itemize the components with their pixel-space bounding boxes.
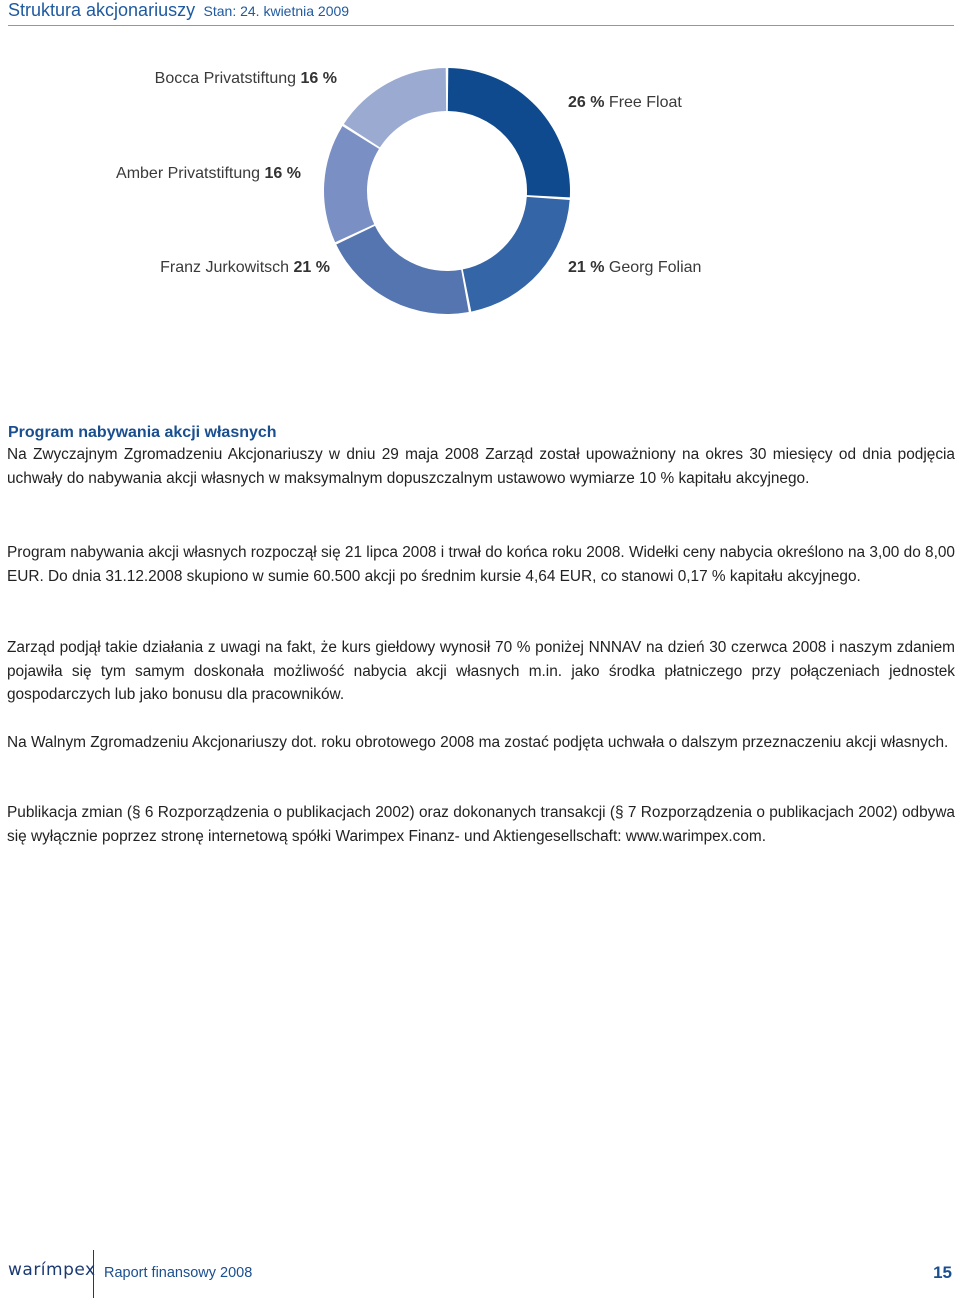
footer-divider [93,1250,94,1298]
label-amber-name: Amber Privatstiftung [116,165,261,182]
label-georg [568,259,701,277]
label-free-float-name: Free Float [608,94,682,111]
page-number: 15 [933,1263,952,1282]
header-divider [8,25,954,26]
label-bocca-value: 16 % [300,70,337,87]
donut-slice-free-float [448,68,570,197]
label-georg-value: 21 % [568,259,605,276]
paragraph-2: Program nabywania akcji własnych rozpoczął się 21 lipca 2008 i trwał do końca roku 2008. Widełki ceny nabycia określono na 3,00 do 8,00 EUR. Do dnia 31.12.2008 skupiono w sumie 60.500 akcji po średnim kursie 4,64 EUR, co stanowi 0,17 % kapitału akcyjnego. [7,544,955,585]
label-amber-value: 16 % [264,165,301,182]
warimpex-logo: warímpex [8,1260,96,1280]
label-franz [160,259,330,277]
paragraph-3: Zarząd podjął takie działania z uwagi na fakt, że kurs giełdowy wynosił 70 % poniżej NNNAV na dzień 30 czerwca 2008 i naszym zdaniem pojawiła się tym samym doskonała możliwość nabycia akcji własnych m.in. jako środka płatniczego przy połączeniach jednostek gospodarczych lub jako bonusu dla pracowników. [7,639,955,703]
label-georg-name: Georg Folian [608,259,702,276]
label-amber [116,165,301,183]
label-free-float-value: 26 % [568,94,605,111]
report-title: Raport finansowy 2008 [104,1265,253,1281]
label-free-float [568,94,682,112]
donut-slice-franz-jurkowitsch [336,226,469,314]
label-bocca [155,70,337,88]
paragraph-4: Na Walnym Zgromadzeniu Akcjonariuszy dot. roku obrotowego 2008 ma zostać podjęta uchwała o dalszym przeznaczeniu akcji własnych. [7,734,949,751]
shareholder-donut-chart [0,30,960,330]
label-franz-value: 21 % [293,259,330,276]
donut-slice-amber-privatstiftung [324,126,379,242]
paragraph-5: Publikacja zmian (§ 6 Rozporządzenia o publikacjach 2002) oraz dokonanych transakcji (§ 7 Rozporządzenia o publikacjach 2002) odbywa się wyłącznie poprzez stronę internetową spółki Warimpex Finanz- und Aktiengesellschaft: www.warimpex.com. [7,804,955,845]
paragraph-1: Na Zwyczajnym Zgromadzeniu Akcjonariuszy w dniu 29 maja 2008 Zarząd został upoważniony na okres 30 miesięcy od dnia podjęcia uchwały do nabywania akcji własnych w maksymalnym dopuszczalnym ustawowo wymiarze 10 % kapitału akcyjnego. [7,446,955,487]
donut-slice-bocca-privatstiftung [344,68,446,147]
section-heading: Program nabywania akcji własnych [8,424,277,441]
label-bocca-name: Bocca Privatstiftung [154,70,297,87]
page-header [8,0,349,24]
page-title: Struktura akcjonariuszy [8,0,196,20]
page-date: Stan: 24. kwietnia 2009 [203,3,350,19]
label-franz-name: Franz Jurkowitsch [160,259,290,276]
donut-slice-georg-folian [463,197,570,312]
